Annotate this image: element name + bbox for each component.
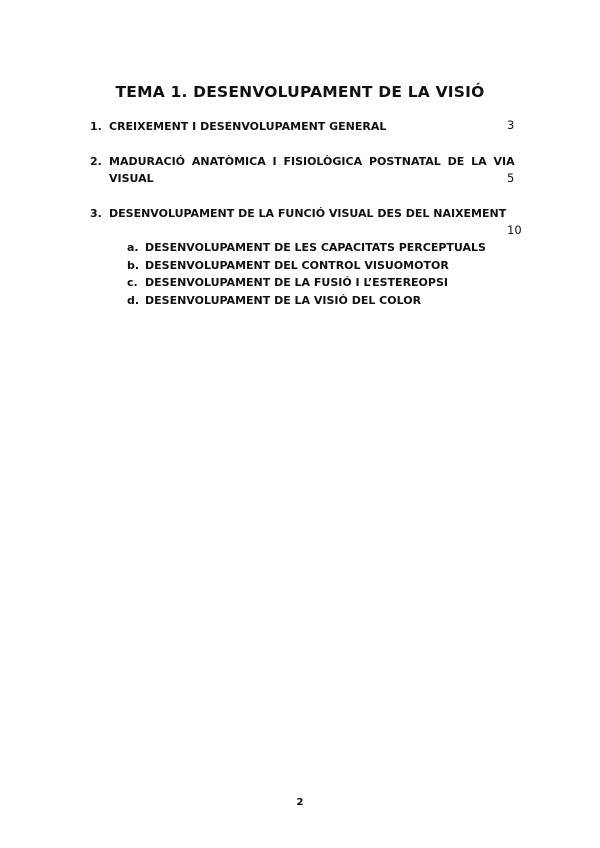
toc-subentry-letter: a. (127, 241, 139, 254)
page-number: 2 (296, 797, 304, 808)
toc-entry-text: DESENVOLUPAMENT DE LA FUNCIÓ VISUAL DES DEL NAIXEMENT (109, 207, 507, 220)
toc-entry-page: 10 (507, 223, 522, 237)
toc-subentry-text: DESENVOLUPAMENT DE LES CAPACITATS PERCEPTUALS (145, 241, 486, 254)
toc-entry-number: 1. (90, 120, 102, 133)
toc-subentry-letter: c. (127, 276, 138, 289)
toc-subentry-text: DESENVOLUPAMENT DEL CONTROL VISUOMOTOR (145, 259, 449, 272)
toc-entry-text-content: MADURACIÓ ANATÒMICA I FISIOLÒGICA POSTNATAL DE LA VIA (109, 155, 515, 168)
page-title: TEMA 1. DESENVOLUPAMENT DE LA VISIÓ (115, 83, 485, 102)
toc-subentry-letter: d. (127, 294, 140, 307)
toc-entry-text-line1 (109, 153, 528, 170)
toc-entry-text-line2: VISUAL (109, 172, 154, 185)
toc-subentry-letter: b. (127, 259, 140, 272)
toc-entry-page: 5 (507, 171, 515, 185)
toc-entry-page: 3 (507, 118, 515, 132)
toc-subentry-text: DESENVOLUPAMENT DE LA VISIÓ DEL COLOR (145, 294, 422, 307)
toc-entry-text: CREIXEMENT I DESENVOLUPAMENT GENERAL (109, 120, 387, 133)
toc-subentry-text: DESENVOLUPAMENT DE LA FUSIÓ I L’ESTEREOPSI (145, 276, 448, 289)
toc-entry-number: 2. (90, 155, 102, 168)
toc-entry-number: 3. (90, 207, 102, 220)
